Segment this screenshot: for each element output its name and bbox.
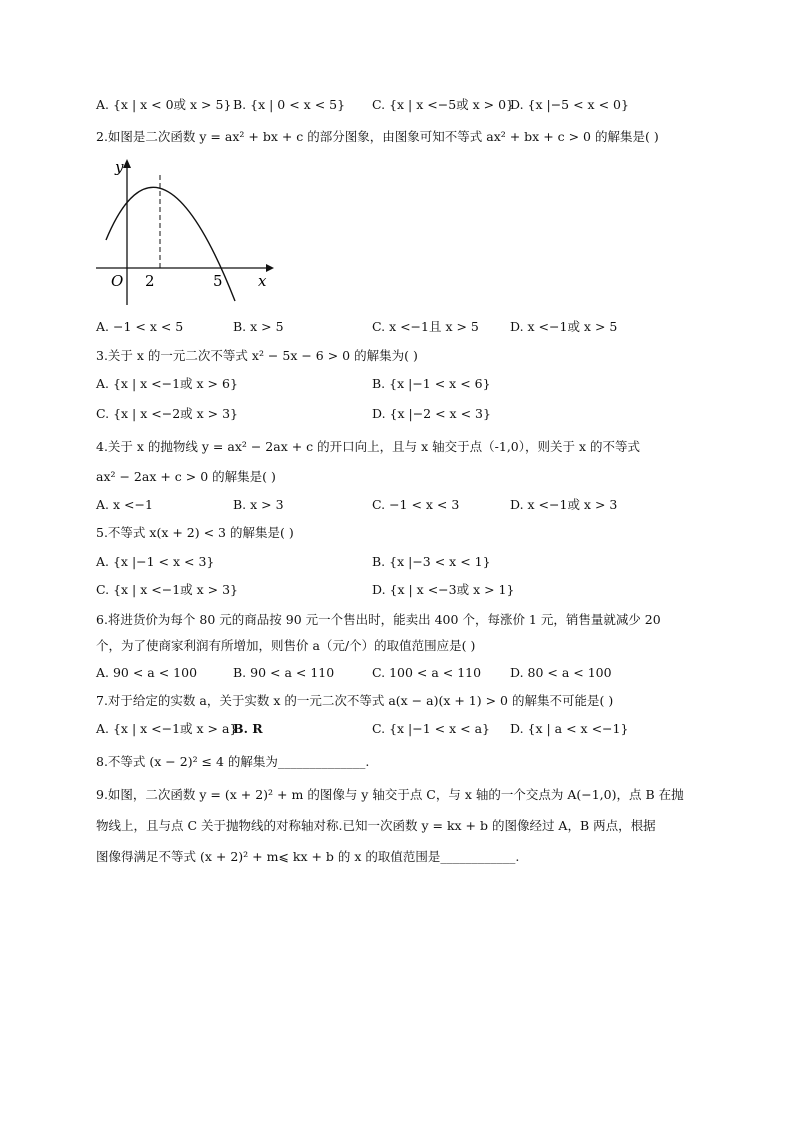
q9-line2: 物线上，且与点 C 关于抛物线的对称轴对称.已知一次函数 y = kx + b 的图像经过 A，B 两点，根据 <box>96 818 656 833</box>
q8-stem: 8.不等式 (x − 2)² ≤ 4 的解集为______________. <box>96 754 370 769</box>
q6-option-b: B. 90 < a < 110 <box>233 665 335 680</box>
q7-option-d: D. {x | a < x <−1} <box>510 721 629 736</box>
q6-stem-line2: 个，为了使商家利润有所增加，则售价 a（元/个）的取值范围应是( ) <box>96 638 476 653</box>
q4-stem-line2: ax² − 2ax + c > 0 的解集是( ) <box>96 469 276 484</box>
q6-option-c: C. 100 < a < 110 <box>372 665 482 680</box>
q2-option-b: B. x > 5 <box>233 319 284 334</box>
q4-option-a: A. x <−1 <box>96 497 153 512</box>
q4-option-c: C. −1 < x < 3 <box>372 497 460 512</box>
q4-option-d: D. x <−1或 x > 3 <box>510 497 618 512</box>
tick-label-2: 2 <box>145 272 155 290</box>
origin-label: O <box>111 272 124 290</box>
q7-option-a: A. {x | x <−1或 x > a} <box>96 721 238 736</box>
q9-line1: 9.如图，二次函数 y = (x + 2)² + m 的图像与 y 轴交于点 C，与 x 轴的一个交点为 A(−1,0)，点 B 在抛 <box>96 787 684 802</box>
q6-option-d: D. 80 < a < 100 <box>510 665 612 680</box>
q2-option-a: A. −1 < x < 5 <box>96 319 184 334</box>
q4-option-b: B. x > 3 <box>233 497 284 512</box>
y-axis-arrow <box>123 159 131 168</box>
q3-option-c: C. {x | x <−2或 x > 3} <box>96 406 238 421</box>
q2-stem: 2.如图是二次函数 y = ax² + bx + c 的部分图象，由图象可知不等式 ax² + bx + c > 0 的解集是( ) <box>96 129 659 144</box>
q3-stem: 3.关于 x 的一元二次不等式 x² − 5x − 6 > 0 的解集为( ) <box>96 348 418 363</box>
q5-stem: 5.不等式 x(x + 2) < 3 的解集是( ) <box>96 525 294 540</box>
q1-option-a: A. {x | x < 0或 x > 5} <box>96 97 232 112</box>
q6-stem-line1: 6.将进货价为每个 80 元的商品按 90 元一个售出时，能卖出 400 个，每涨价 1 元，销售量就减少 20 <box>96 612 661 627</box>
q2-option-d: D. x <−1或 x > 5 <box>510 319 618 334</box>
q9-line3: 图像得满足不等式 (x + 2)² + m⩽ kx + b 的 x 的取值范围是____________. <box>96 849 520 864</box>
tick-label-5: 5 <box>213 272 223 290</box>
q1-option-c: C. {x | x <−5或 x > 0} <box>372 97 514 112</box>
q5-option-d: D. {x | x <−3或 x > 1} <box>372 582 515 597</box>
q6-option-a: A. 90 < a < 100 <box>96 665 198 680</box>
q5-option-a: A. {x |−1 < x < 3} <box>96 554 215 569</box>
q7-stem: 7.对于给定的实数 a，关于实数 x 的一元二次不等式 a(x − a)(x + 1) > 0 的解集不可能是( ) <box>96 693 614 708</box>
q3-option-d: D. {x |−2 < x < 3} <box>372 406 491 421</box>
q4-stem-line1: 4.关于 x 的抛物线 y = ax² − 2ax + c 的开口向上，且与 x 轴交于点（-1,0），则关于 x 的不等式 <box>96 439 641 454</box>
q1-option-d: D. {x |−5 < x < 0} <box>510 97 629 112</box>
y-axis-label: y <box>115 158 124 176</box>
q5-option-b: B. {x |−3 < x < 1} <box>372 554 491 569</box>
q5-option-c: C. {x | x <−1或 x > 3} <box>96 582 238 597</box>
x-axis-label: x <box>258 272 267 290</box>
q7-option-c: C. {x |−1 < x < a} <box>372 721 490 736</box>
q1-option-b: B. {x | 0 < x < 5} <box>233 97 346 112</box>
x-axis-arrow <box>266 264 274 272</box>
q2-parabola-figure <box>94 155 274 307</box>
q3-option-a: A. {x | x <−1或 x > 6} <box>96 376 238 391</box>
q2-option-c: C. x <−1且 x > 5 <box>372 319 479 334</box>
q7-option-b: B. R <box>233 721 263 736</box>
q3-option-b: B. {x |−1 < x < 6} <box>372 376 491 391</box>
